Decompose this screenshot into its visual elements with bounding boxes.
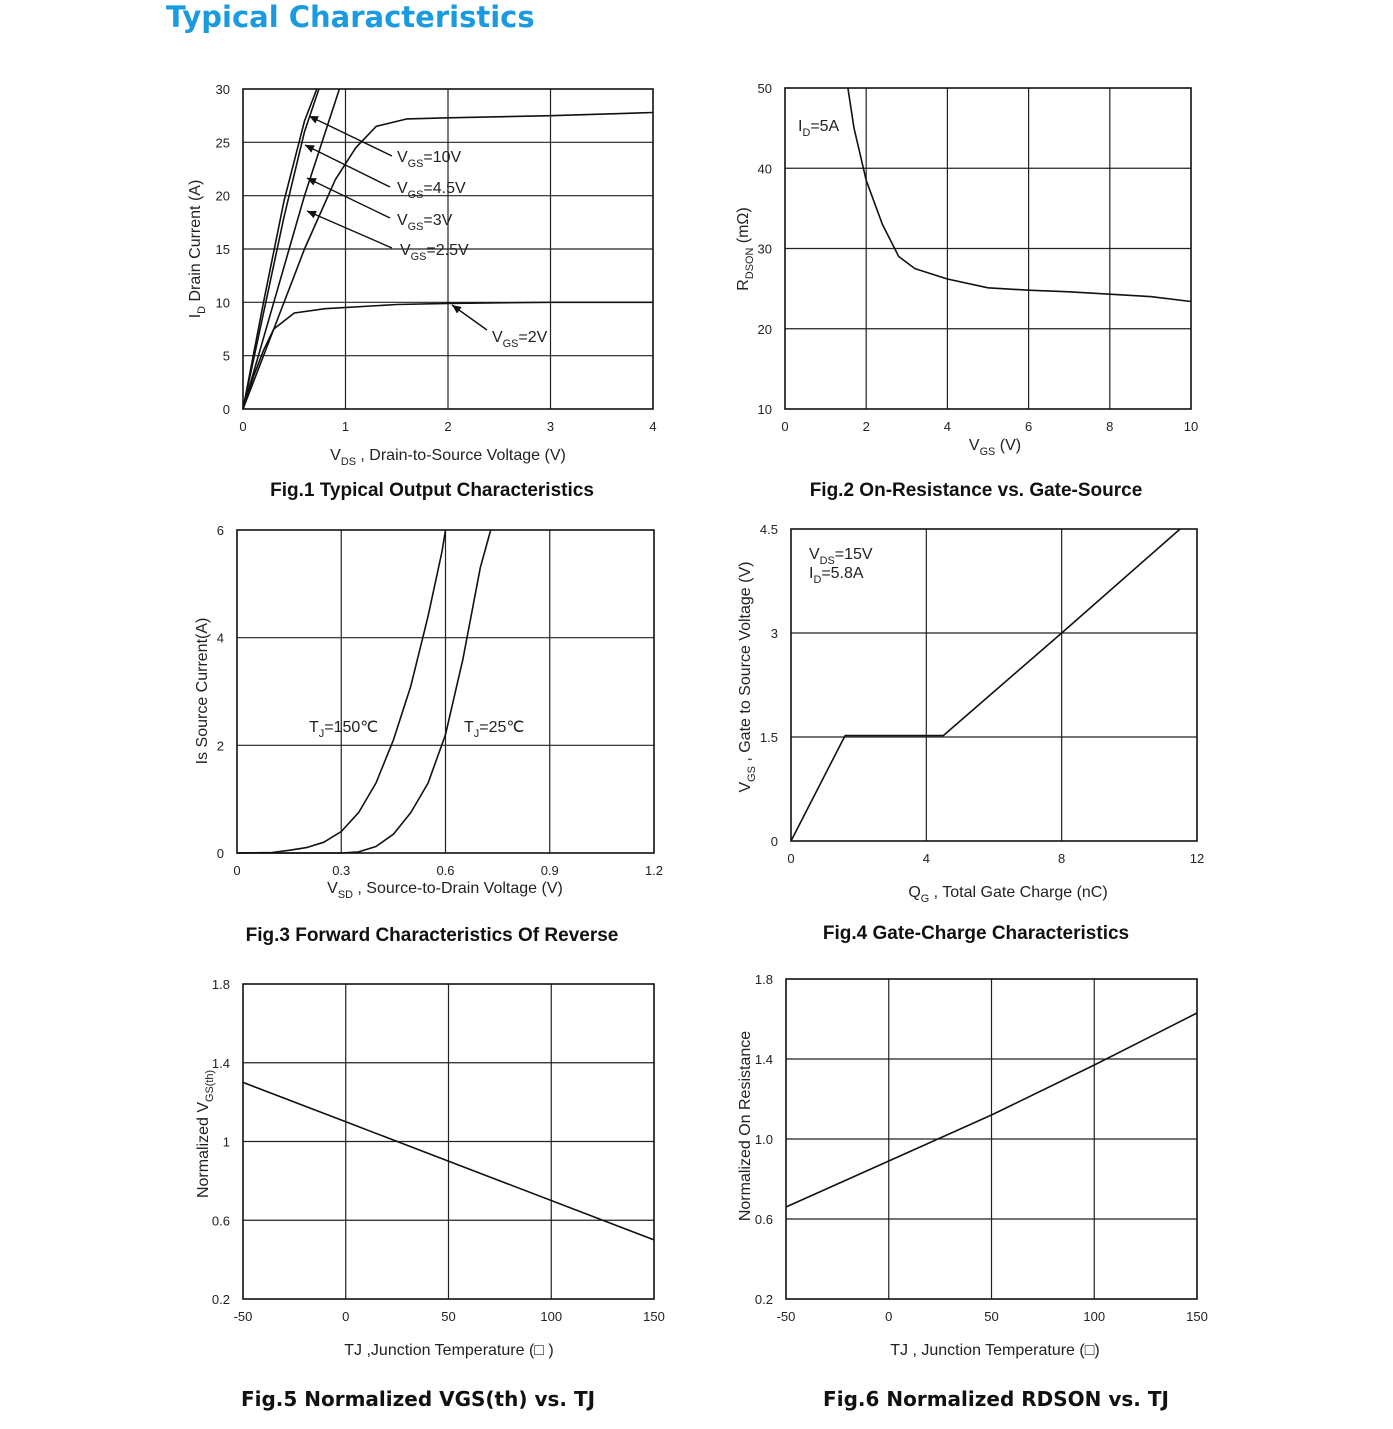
x-axis-label: $V_{DS}$ , Drain-to-Source Voltage (V) xyxy=(330,447,566,468)
x-tick-label: 4 xyxy=(649,419,657,434)
y-tick-label: 0.6 xyxy=(211,1213,230,1229)
x-axis-label: $V_{GS}$ (V) xyxy=(968,437,1022,458)
y-tick-label: 1.8 xyxy=(211,977,230,992)
x-tick-label: -50 xyxy=(233,1309,253,1324)
y-axis-label: Is Source Current(A) xyxy=(194,617,211,765)
caption-fig5: Fig.5 Normalized VGS(th) vs. TJ xyxy=(240,1387,596,1411)
x-tick-label: -50 xyxy=(776,1309,796,1324)
chart-fig1 xyxy=(187,82,657,468)
y-axis-label: $I_D$ Drain Current (A) xyxy=(187,179,208,319)
caption-fig2: Fig.2 On-Resistance vs. Gate-Source xyxy=(809,480,1143,501)
y-tick-label: 15 xyxy=(215,242,230,257)
y-tick-label: 1 xyxy=(222,1134,230,1150)
annotation-arrow xyxy=(307,178,390,218)
annotation-arrowhead xyxy=(452,305,462,313)
y-axis-label: $R_{DSON}$ (mΩ) xyxy=(735,207,756,291)
y-tick-label: 10 xyxy=(215,295,230,311)
y-tick-label: 0.2 xyxy=(211,1292,230,1307)
y-tick-label: 0.6 xyxy=(754,1212,773,1227)
y-tick-label: 0.2 xyxy=(754,1292,773,1307)
x-tick-label: 50 xyxy=(441,1309,456,1324)
caption-fig4: Fig.4 Gate-Charge Characteristics xyxy=(822,923,1130,944)
y-tick-label: 25 xyxy=(215,135,230,151)
annotation-vgs: $V_{GS}=2V$ xyxy=(492,329,548,350)
x-tick-label: 0 xyxy=(885,1309,893,1324)
y-tick-label: 30 xyxy=(215,82,230,97)
y-tick-label: 6 xyxy=(216,523,224,538)
y-tick-label: 4 xyxy=(216,630,224,646)
y-axis-label: Normalized On Resistance xyxy=(737,1030,754,1222)
x-tick-label: 100 xyxy=(540,1309,563,1324)
annotation-vgs: $V_{GS}=2.5V$ xyxy=(400,242,469,263)
y-tick-label: 50 xyxy=(757,81,772,96)
x-tick-label: 10 xyxy=(1183,419,1199,434)
y-axis-label: $V_{GS}$ , Gate to Source Voltage (V) xyxy=(737,561,758,793)
y-tick-label: 30 xyxy=(757,241,772,257)
annotation-tj150: $T_J=150℃$ xyxy=(309,719,379,740)
x-tick-label: 1.2 xyxy=(644,863,664,878)
annotation-tj25: $T_J=25℃$ xyxy=(464,719,525,740)
x-tick-label: 0 xyxy=(233,863,241,878)
x-tick-label: 0 xyxy=(239,419,247,434)
annotation-id: $I_D=5A$ xyxy=(798,118,840,139)
x-tick-label: 4 xyxy=(943,419,952,434)
annotation-arrow xyxy=(309,116,392,156)
annotation-id: $I_D=5.8A$ xyxy=(809,565,864,586)
y-tick-label: 20 xyxy=(757,321,772,337)
x-tick-label: 8 xyxy=(1106,419,1114,434)
annotation-vgs: $V_{GS}=10V$ xyxy=(397,149,462,170)
x-tick-label: 6 xyxy=(1024,419,1033,434)
series-line-0 xyxy=(848,88,1191,302)
x-tick-label: 50 xyxy=(984,1309,999,1324)
y-axis-label: Normalized $V_{GS(th)}$ xyxy=(195,1069,216,1199)
y-tick-label: 0 xyxy=(216,846,224,861)
chart-fig6 xyxy=(737,972,1208,1359)
annotation-arrow xyxy=(305,145,390,187)
x-tick-label: 8 xyxy=(1058,851,1066,866)
y-tick-label: 1.4 xyxy=(211,1055,230,1071)
x-tick-label: 2 xyxy=(862,419,870,434)
y-tick-label: 1.8 xyxy=(754,972,773,987)
y-tick-label: 5 xyxy=(222,348,230,364)
caption-fig6: Fig.6 Normalized RDSON vs. TJ xyxy=(823,1387,1169,1411)
x-tick-label: 0.3 xyxy=(332,863,351,878)
x-tick-label: 0 xyxy=(342,1309,350,1324)
x-tick-label: 150 xyxy=(1186,1309,1208,1324)
x-tick-label: 0.6 xyxy=(436,863,455,878)
x-tick-label: 1 xyxy=(341,419,350,434)
x-axis-label: $V_{SD}$ , Source-to-Drain Voltage (V) xyxy=(327,880,563,901)
annotation-vgs: $V_{GS}=4.5V$ xyxy=(397,180,466,201)
caption-fig1: Fig.1 Typical Output Characteristics xyxy=(270,480,594,501)
x-tick-label: 150 xyxy=(643,1309,665,1324)
chart-fig3 xyxy=(194,523,663,901)
x-tick-label: 2 xyxy=(444,419,452,434)
annotation-vds: $V_{DS}=15V$ xyxy=(809,546,873,567)
x-tick-label: 0.9 xyxy=(540,863,559,878)
y-tick-label: 2 xyxy=(216,738,224,754)
x-axis-label: $Q_G$ , Total Gate Charge (nC) xyxy=(908,884,1108,905)
y-tick-label: 1.0 xyxy=(754,1132,773,1147)
x-tick-label: 100 xyxy=(1083,1309,1106,1324)
x-axis-label: TJ , Junction Temperature (□) xyxy=(890,1342,1100,1359)
y-tick-label: 0 xyxy=(222,402,230,417)
annotation-arrow xyxy=(307,211,392,248)
caption-fig3: Fig.3 Forward Characteristics Of Reverse xyxy=(245,925,619,946)
x-axis-label: TJ ,Junction Temperature (□ ) xyxy=(344,1342,554,1359)
y-tick-label: 4.5 xyxy=(759,522,778,537)
y-tick-label: 40 xyxy=(757,161,772,177)
y-tick-label: 1.5 xyxy=(759,730,778,745)
annotation-vgs: $V_{GS}=3V$ xyxy=(397,212,453,233)
y-tick-label: 0 xyxy=(770,834,778,849)
y-tick-label: 3 xyxy=(770,626,778,641)
chart-fig5 xyxy=(195,977,665,1359)
x-tick-label: 0 xyxy=(787,851,795,866)
x-tick-label: 3 xyxy=(546,419,555,434)
y-tick-label: 20 xyxy=(215,188,230,204)
chart-fig4 xyxy=(737,522,1204,905)
x-tick-label: 0 xyxy=(781,419,789,434)
y-tick-label: 10 xyxy=(757,402,772,417)
y-tick-label: 1.4 xyxy=(754,1052,773,1067)
page-title: Typical Characteristics xyxy=(166,0,535,34)
x-tick-label: 12 xyxy=(1189,851,1205,866)
x-tick-label: 4 xyxy=(922,851,930,866)
